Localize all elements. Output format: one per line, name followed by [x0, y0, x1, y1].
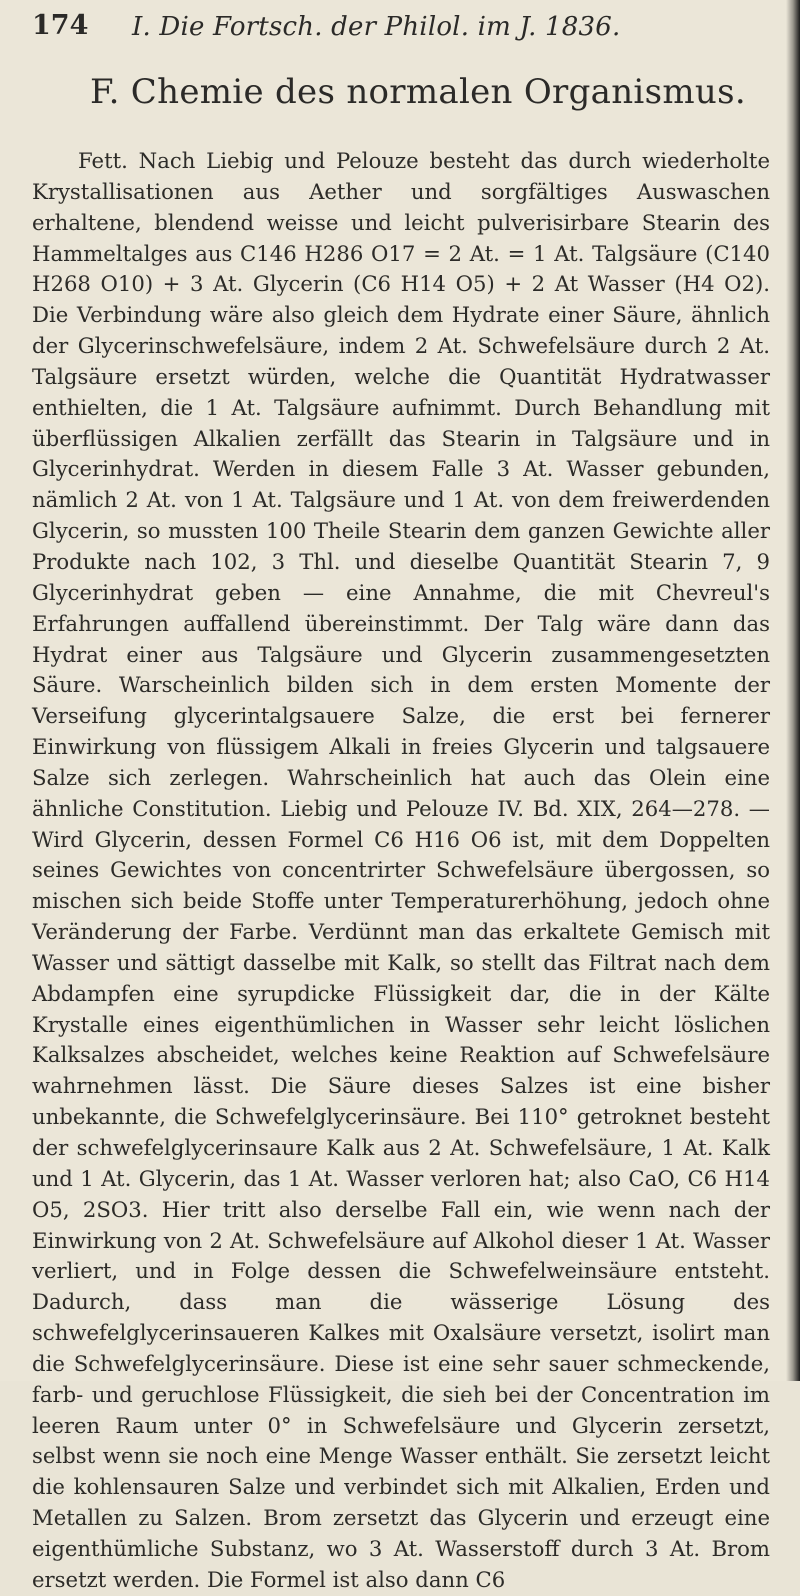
page-number: 174: [32, 10, 89, 41]
page-edge-shadow: [786, 0, 800, 1381]
paragraph: Fett. Nach Liebig und Pelouze besteht das durch wiederholte Krystallisationen aus Aether und sorgfältiges Auswaschen erhaltene, blendend weisse und leicht pulverisirbare Stearin des Hammeltalges aus C146 H286 O17 = 2 At. = 1 At. Talgsäure (C140 H268 O10) + 3 At. Glycerin (C6 H14 O5) + 2 At Wasser (H4 O2). Die Verbindung wäre also gleich dem Hydrate einer Säure, ähnlich der Glycerinschwefelsäure, indem 2 At. Schwefelsäure durch 2 At. Talgsäure ersetzt würden, welche die Quantität Hydratwasser enthielten, die 1 At. Talgsäure aufnimmt. Durch Behandlung mit überflüssigen Alkalien zerfällt das Stearin in Talgsäure und in Glycerinhydrat. Werden in diesem Falle 3 At. Wasser gebunden, nämlich 2 At. von 1 At. Talgsäure und 1 At. von dem freiwerdenden Glycerin, so mussten 100 Theile Stearin dem ganzen Gewichte aller Produkte nach 102, 3 Thl. und dieselbe Quantität Stearin 7, 9 Glycerinhydrat geben — eine Annahme, die mit Chevreul's Erfahrungen auffallend übereinstimmt. Der Talg wäre dann das Hydrat einer aus Talgsäure und Glycerin zusammengesetzten Säure. Warscheinlich bilden sich in dem ersten Momente der Verseifung glycerintalgsauere Salze, die erst bei fernerer Einwirkung von flüssigem Alkali in freies Glycerin und talgsauere Salze sich zerlegen. Wahrscheinlich hat auch das Olein eine ähnliche Constitution. Liebig und Pelouze IV. Bd. XIX, 264—278. — Wird Glycerin, dessen Formel C6 H16 O6 ist, mit dem Doppelten seines Gewichtes von concentrirter Schwefelsäure übergossen, so mischen sich beide Stoffe unter Temperaturerhöhung, jedoch ohne Veränderung der Farbe. Verdünnt man das erkaltete Gemisch mit Wasser und sättigt dasselbe mit Kalk, so stellt das Filtrat nach dem Abdampfen eine syrupdicke Flüssigkeit dar, die in der Kälte Krystalle eines eigenthümlichen in Wasser sehr leicht löslichen Kalksalzes abscheidet, welches keine Reaktion auf Schwefelsäure wahrnehmen lässt. Die Säure dieses Salzes ist eine bisher unbekannte, die Schwefelglycerinsäure. Bei 110° getroknet besteht der schwefelglycerinsaure Kalk aus 2 At. Schwefelsäure, 1 At. Kalk und 1 At. Glycerin, das 1 At. Wasser verloren hat; also CaO, C6 H14 O5, 2SO3. Hier tritt also derselbe Fall ein, wie wenn nach der Einwirkung von 2 At. Schwefelsäure auf Alkohol dieser 1 At. Wasser verliert, und in Folge dessen die Schwefelweinsäure entsteht. Dadurch, dass man die wässerige Lösung des schwefelglycerinsaueren Kalkes mit Oxalsäure versetzt, isolirt man die Schwefelglycerinsäure. Diese ist eine sehr sauer schmeckende, farb- und geruchlose Flüssigkeit, die sieh bei der Concentration im leeren Raum unter 0° in Schwefelsäure und Glycerin zersetzt, selbst wenn sie noch eine Menge Wasser enthält. Sie zersetzt leicht die kohlensauren Salze und verbindet sich mit Alkalien, Erden und Metallen zu Salzen. Brom zersetzt das Glycerin und erzeugt eine eigenthümliche Substanz, wo 3 At. Wasserstoff durch 3 At. Brom ersetzt werden. Die Formel ist also dann C6: [32, 148, 770, 1592]
body-text: [32, 146, 770, 1596]
running-head: I. Die Fortsch. der Philol. im J. 1836.: [132, 12, 621, 42]
section-title: F. Chemie des normalen Organismus.: [90, 72, 746, 112]
page-header: [32, 8, 752, 48]
